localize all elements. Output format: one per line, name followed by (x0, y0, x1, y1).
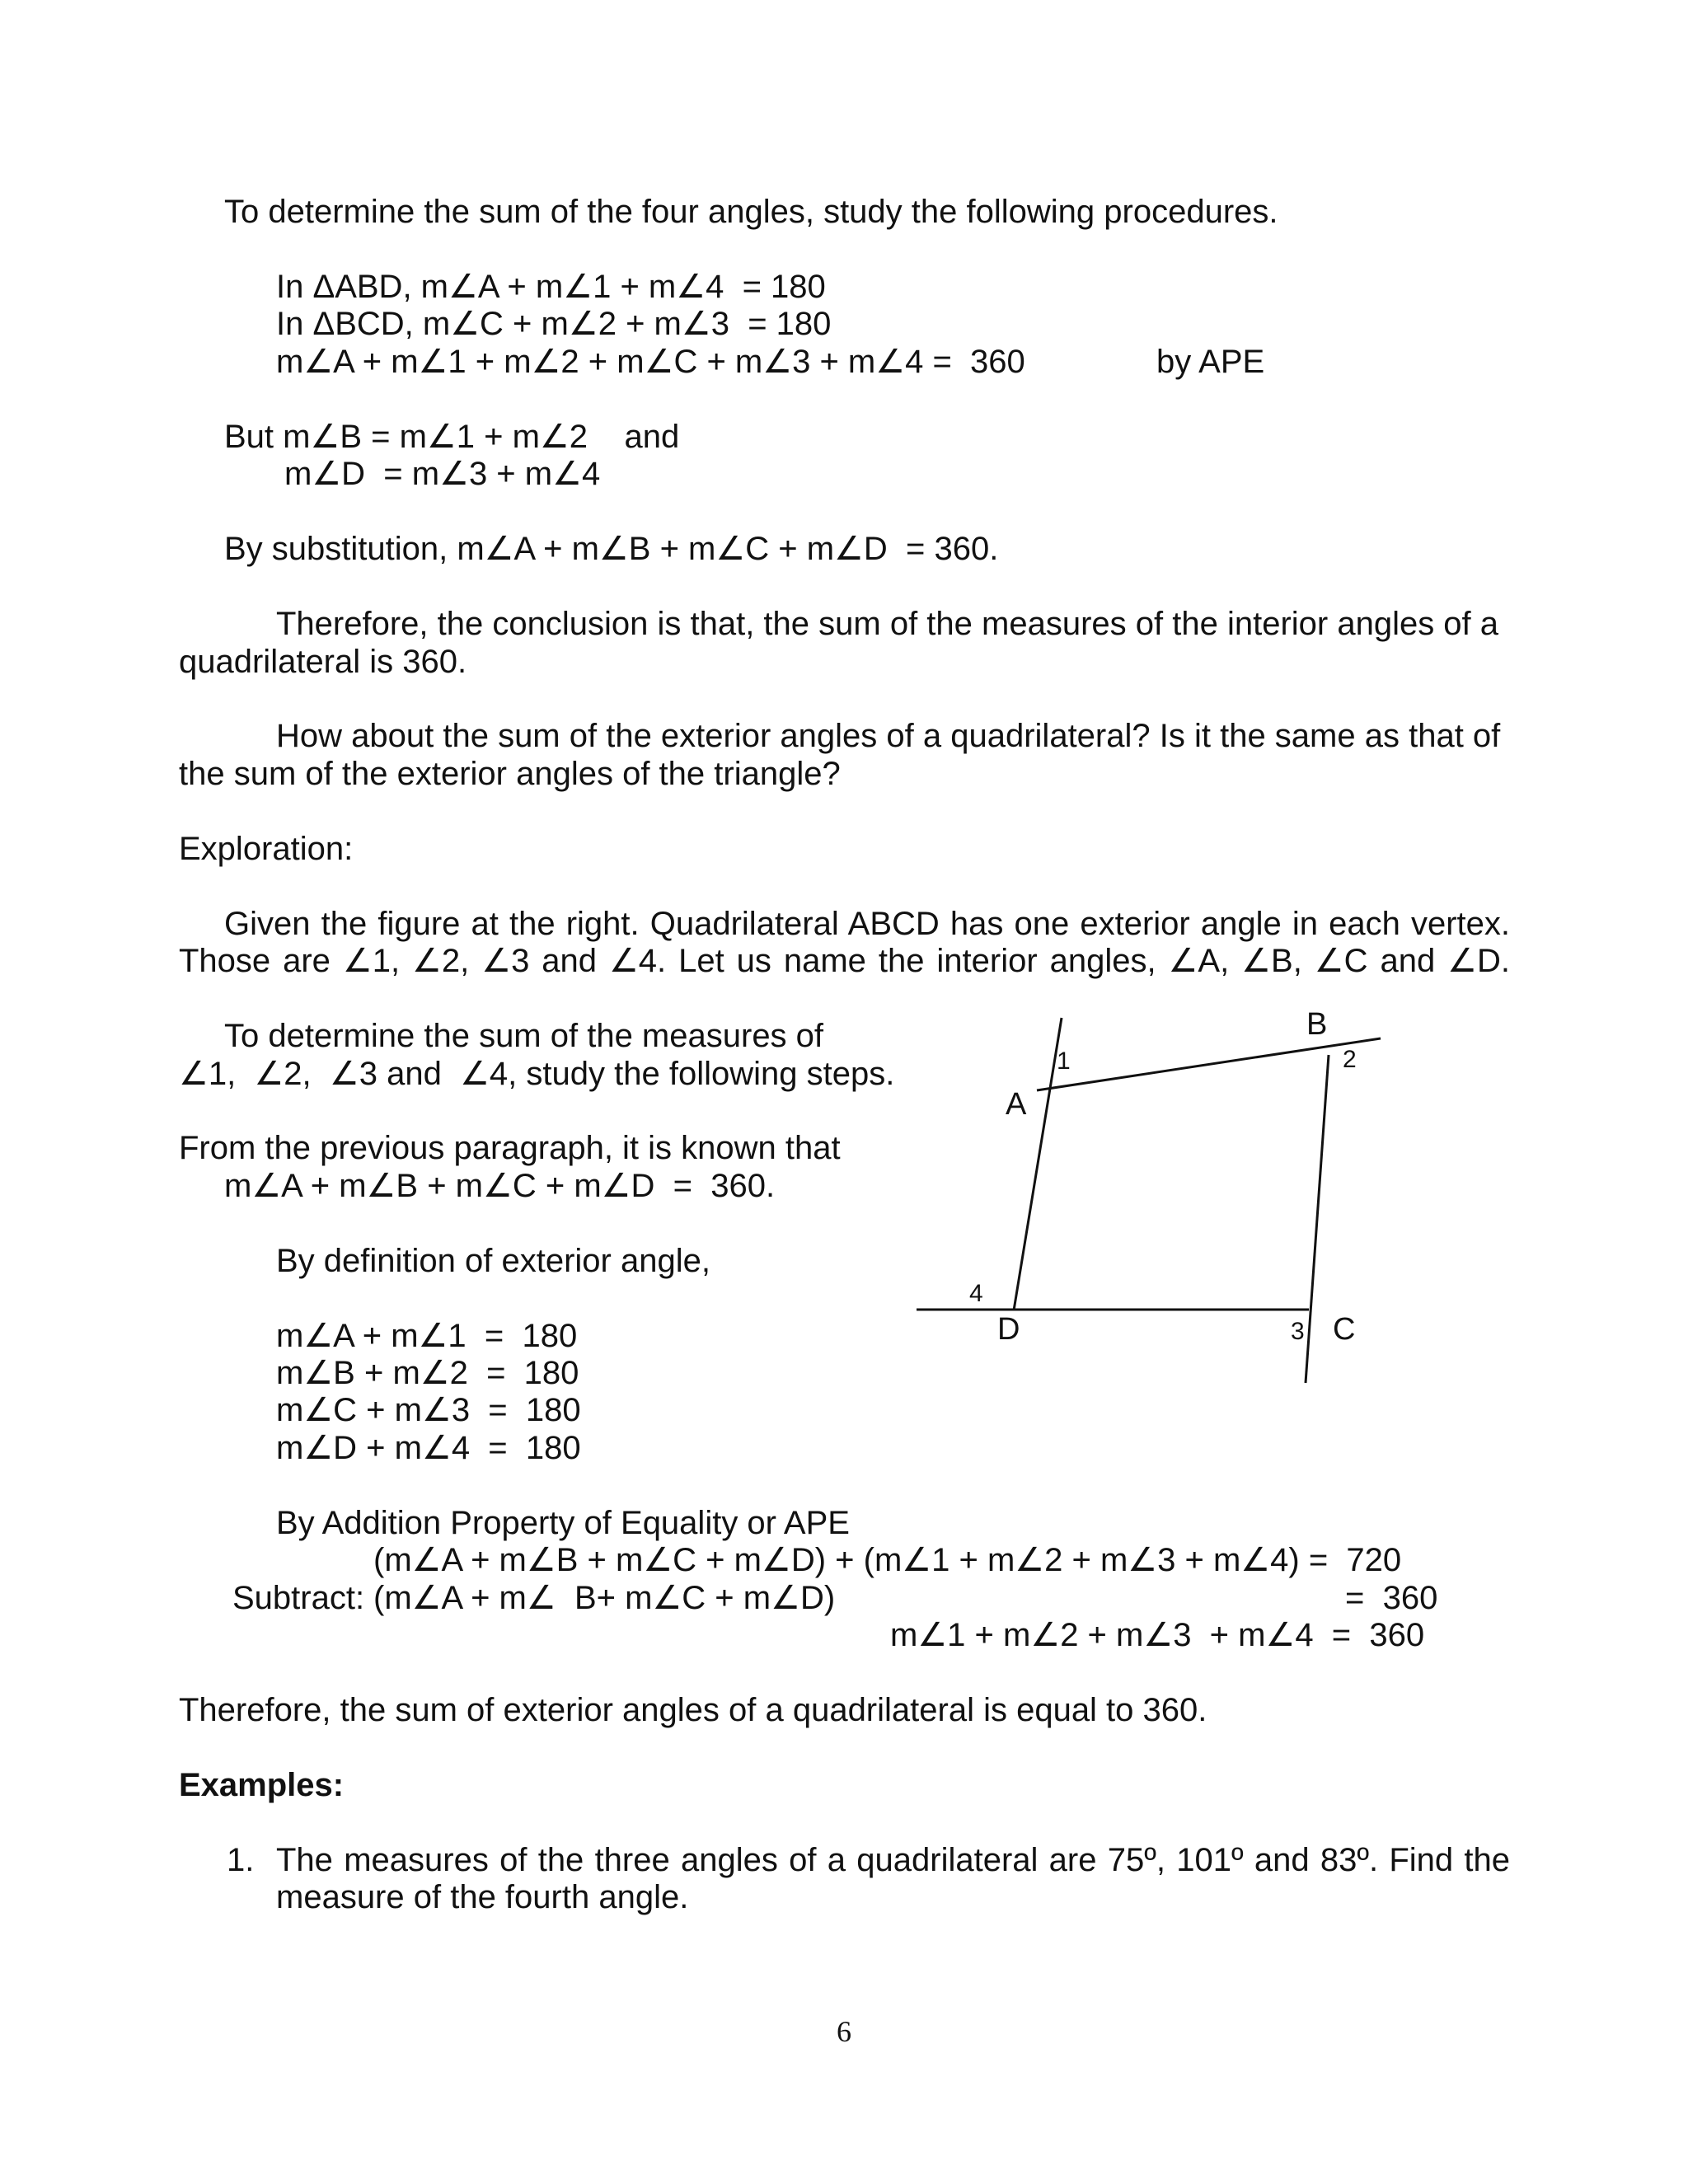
exterior-eq-a: m∠A + m∠1 = 180 (276, 1318, 578, 1354)
proof-reason: by APE (1156, 344, 1265, 380)
subtract-expression: (m∠A + m∠ B+ m∠C + m∠D) (373, 1580, 836, 1616)
given-line-2: Those are ∠1, ∠2, ∠3 and ∠4. Let us name the interior angles, ∠A, ∠B, ∠C and ∠D. (179, 943, 1510, 979)
ape-heading: By Addition Property of Equality or APE (276, 1505, 850, 1541)
exterior-angle-label-3: 3 (1291, 1318, 1305, 1345)
definition-line: By definition of exterior angle, (276, 1243, 710, 1279)
steps-intro-line-2: ∠1, ∠2, ∠3 and ∠4, study the following steps. (179, 1056, 895, 1092)
exterior-angle-label-2: 2 (1343, 1046, 1357, 1073)
exterior-angle-label-4: 4 (969, 1280, 983, 1307)
page-number: 6 (837, 2015, 851, 2048)
previous-line-1: From the previous paragraph, it is known that (179, 1130, 841, 1166)
vertex-label-c: C (1333, 1312, 1356, 1347)
conclusion-line-2: quadrilateral is 360. (179, 644, 467, 680)
vertex-label-b: B (1306, 1010, 1328, 1042)
proof-line-bcd: In ΔBCD, m∠C + m∠2 + m∠3 = 180 (276, 306, 832, 342)
question-line-2: the sum of the exterior angles of the triangle? (179, 756, 841, 792)
but-line-1: But m∠B = m∠1 + m∠2 and (224, 419, 680, 455)
previous-line-2: m∠A + m∠B + m∠C + m∠D = 360. (224, 1168, 776, 1204)
vertex-label-a: A (1006, 1087, 1027, 1122)
proof-line-sum: m∠A + m∠1 + m∠2 + m∠C + m∠3 + m∠4 = 360 (276, 344, 1025, 380)
subtract-value: = 360 (1345, 1580, 1438, 1616)
side-ad-line (1014, 1018, 1062, 1310)
example-1-line-1: The measures of the three angles of a quadrilateral are 75º, 101º and 83º. Find the (276, 1842, 1510, 1878)
result-line: m∠1 + m∠2 + m∠3 + m∠4 = 360 (890, 1617, 1425, 1653)
question-line-1: How about the sum of the exterior angles of a quadrilateral? Is it the same as that of (276, 718, 1501, 754)
subtract-label: Subtract: (232, 1580, 365, 1616)
proof-line-abd: In ΔABD, m∠A + m∠1 + m∠4 = 180 (276, 269, 826, 305)
quadrilateral-figure (907, 1010, 1401, 1397)
vertex-label-d: D (997, 1312, 1020, 1347)
conclusion-line-1: Therefore, the conclusion is that, the sum of the measures of the interior angles of a (276, 606, 1499, 642)
given-line-1: Given the figure at the right. Quadrilateral ABCD has one exterior angle in each vertex. (224, 906, 1510, 942)
exterior-eq-d: m∠D + m∠4 = 180 (276, 1430, 581, 1466)
example-1-line-2: measure of the fourth angle. (276, 1879, 689, 1915)
exterior-angle-label-1: 1 (1057, 1047, 1071, 1075)
steps-intro-line-1: To determine the sum of the measures of (224, 1018, 824, 1054)
side-bc-line (1306, 1055, 1329, 1383)
exploration-heading: Exploration: (179, 831, 354, 867)
exterior-eq-c: m∠C + m∠3 = 180 (276, 1392, 581, 1428)
substitution-line: By substitution, m∠A + m∠B + m∠C + m∠D = 360. (224, 531, 999, 567)
intro-text: To determine the sum of the four angles, study the following procedures. (224, 194, 1278, 230)
but-line-2: m∠D = m∠3 + m∠4 (284, 456, 601, 492)
examples-heading: Examples: (179, 1767, 345, 1803)
exterior-eq-b: m∠B + m∠2 = 180 (276, 1355, 579, 1391)
final-conclusion: Therefore, the sum of exterior angles of a quadrilateral is equal to 360. (179, 1692, 1207, 1728)
example-1-number: 1. (227, 1842, 255, 1878)
ape-line-1: (m∠A + m∠B + m∠C + m∠D) + (m∠1 + m∠2 + m∠3 + m∠4) = 720 (373, 1542, 1402, 1578)
